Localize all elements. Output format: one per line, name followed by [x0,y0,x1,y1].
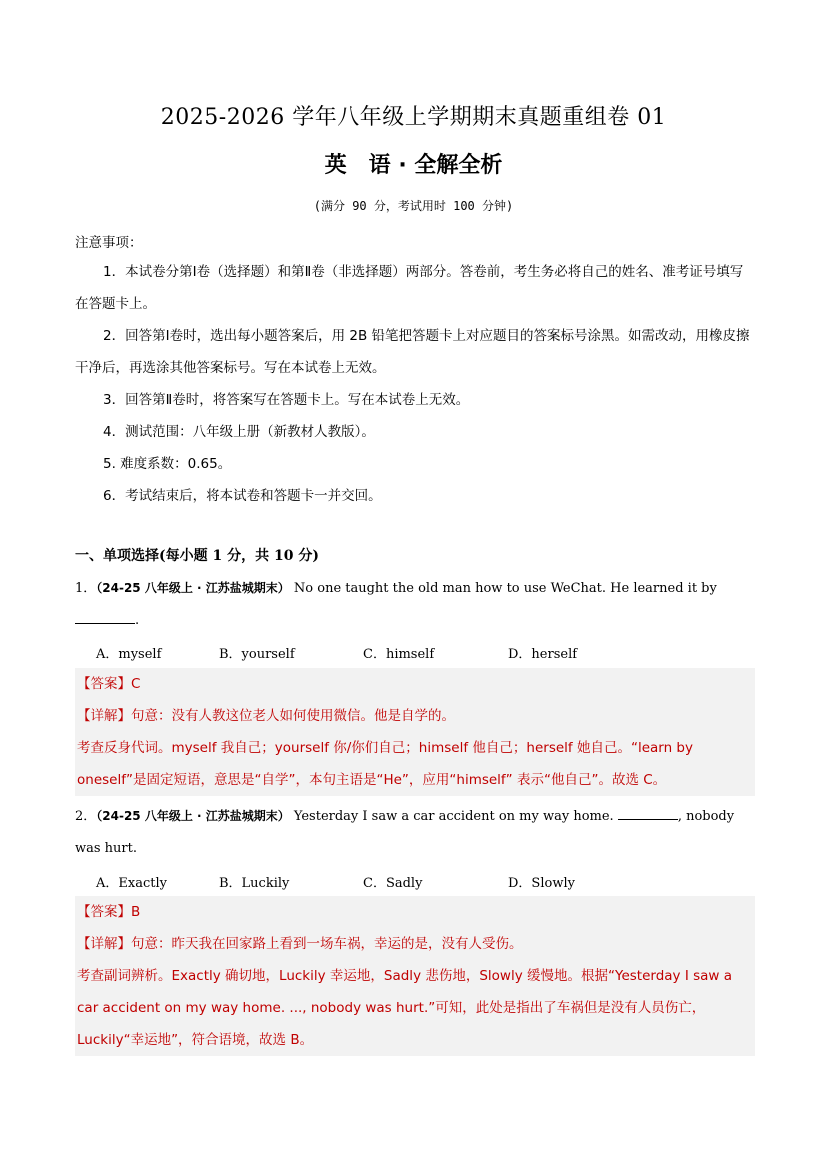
document-title: 2025-2026 学年八年级上学期期末真题重组卷 01 [160,105,667,130]
question-source: （24-25 八年级上 · 江苏盐城期末） [96,581,290,595]
question-2-stem [75,800,755,865]
notice-item: 1．本试卷分第Ⅰ卷（选择题）和第Ⅱ卷（非选择题）两部分。答卷前，考生务必将自己的姓名、准考证号填写在答题卡上。 [75,264,744,312]
notice-item: 5. 难度系数：0.65。 [103,456,232,472]
subject-first-char: 英 [324,153,347,178]
question-text-after: . [135,613,140,628]
question-1-stem [75,572,755,637]
option-d: D．Slowly [508,876,575,891]
question-text: Yesterday I saw a car accident on my way home. [293,809,614,824]
option-c: C．Sadly [363,876,423,891]
detail-explanation: 考查反身代词。myself 我自己；yourself 你/你们自己；himself 他自己；herself 她自己。“learn by oneself”是固定短语，意思是“自学”，本句主语是“He”，应用“himself” 表示“他自己”。故选 C。 [77,740,693,788]
answer-label: 【答案】 [77,904,131,920]
question-number: 1． [75,581,97,596]
question-number: 2． [75,809,97,824]
question-source: （24-25 八年级上 · 江苏盐城期末） [96,809,290,823]
detail-explanation: 考查副词辨析。Exactly 确切地，Luckily 幸运地，Sadly 悲伤地，Slowly 缓慢地。根据“Yesterday I saw a car accident on my way home. ..., nobody was hurt.”可知，此处是指出了车祸但是没有人员伤亡，Luckily“幸运地”，符合语境，故选 B。 [77,968,732,1048]
option-b: B．Luckily [219,876,290,891]
detail-translation: 句意：昨天我在回家路上看到一场车祸，幸运的是，没有人受伤。 [131,936,523,952]
answer-value: C [131,676,141,692]
question-1-answer-box [75,668,755,796]
answer-value: B [131,904,141,920]
subject-rest: 语 · 全解全析 [368,153,503,178]
option-d: D．herself [508,647,578,662]
detail-label: 【详解】 [77,708,131,724]
notice-heading: 注意事项： [75,235,143,251]
answer-label: 【答案】 [77,676,131,692]
option-c: C．himself [363,647,435,662]
answer-blank [618,805,678,820]
option-a: A．myself [96,647,162,662]
option-b: B．yourself [219,647,295,662]
option-a: A．Exactly [96,876,167,891]
detail-translation: 句意：没有人教这位老人如何使用微信。他是自学的。 [131,708,455,724]
notice-item: 3．回答第Ⅱ卷时，将答案写在答题卡上。写在本试卷上无效。 [103,392,470,408]
answer-blank [75,609,135,624]
notice-item: 6．考试结束后，将本试卷和答题卡一并交回。 [103,488,382,504]
notice-list [75,256,755,512]
section-heading: 一、单项选择(每小题 1 分，共 10 分) [75,548,319,564]
detail-label: 【详解】 [77,936,131,952]
question-text: No one taught the old man how to use WeChat. He learned it by [293,581,717,596]
notice-item: 4．测试范围：八年级上册（新教材人教版）。 [103,424,375,440]
score-note: (满分 90 分，考试用时 100 分钟) [313,199,514,213]
document-subtitle [0,148,827,179]
notice-item: 2．回答第Ⅰ卷时，选出每小题答案后，用 2B 铅笔把答题卡上对应题目的答案标号涂黑。如需改动，用橡皮擦干净后，再选涂其他答案标号。写在本试卷上无效。 [75,328,750,376]
question-2-answer-box [75,896,755,1056]
question-text-after: , nobody was hurt. [75,809,735,856]
